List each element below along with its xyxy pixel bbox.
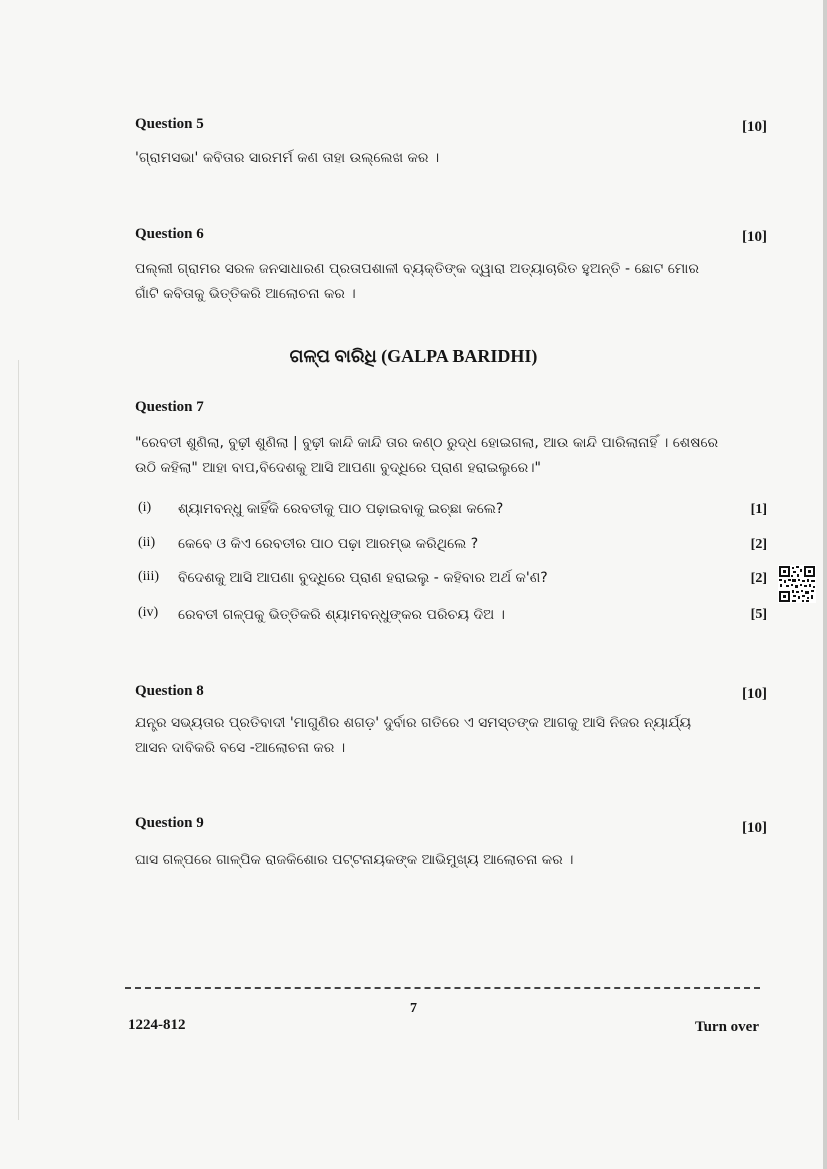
page-edge-right (823, 0, 827, 1169)
question-7-sub-2-text: କେବେ ଓ କିଏ ରେବତୀର ପାଠ ପଢ଼ା ଆରମ୍ଭ କରିଥିଲେ ? (178, 536, 479, 552)
question-7-sub-4-text: ରେବତୀ ଗଳ୍ପକୁ ଭିତ୍ତିକରି ଶ୍ୟାମବନ୍ଧୁଙ୍କର ପରିଚୟ ଦିଅ । (178, 607, 505, 623)
question-6-text: ପଲ୍ଲୀ ଗ୍ରାମର ସରଳ ଜନସାଧାରଣ ପ୍ରତାପଶାଳୀ ବ୍ୟକ୍ତିଙ୍କ ଦ୍ୱାରା ଅତ୍ୟାଚାରିତ ହୁଅନ୍ତି - ଛୋଟ ମୋର ଗାଁଟି କବିତାକୁ ଭିତ୍ତିକରି ଆଲୋଚନା କର । (135, 261, 699, 302)
question-7-label: Question 7 (135, 399, 204, 415)
question-8-marks: [10] (742, 686, 767, 702)
question-9-label: Question 9 (135, 815, 204, 831)
question-7-sub-3-marks: [2] (750, 571, 767, 586)
question-5-marks: [10] (742, 119, 767, 135)
question-7-passage: "ରେବତୀ ଶୁଣିଲା, ବୁଢ଼ୀ ଶୁଣିଲା | ବୁଢ଼ୀ କାନ୍ଦି କାନ୍ଦି ତାର କଣ୍ଠ ରୁଦ୍ଧ ହୋଇଗଲା, ଆଉ କାନ୍ଦି ପାରିଲାନାହିଁ । ଶେଷରେ ଉଠି କହିଲା" ଆହା ବାପ,ବିଦେଶକୁ ଆସି ଆପଣା ବୁଦ୍ଧିରେ ପ୍ରାଣ ହରାଇଲୁରେ।" (135, 435, 719, 476)
question-5-text: 'ଗ୍ରାମସଭା' କବିତାର ସାରମର୍ମ କଣ ତାହା ଉଲ୍ଲେଖ କର । (135, 150, 440, 166)
turn-over-label: Turn over (694, 1019, 759, 1035)
question-7-sub-1-num: (i) (138, 500, 152, 515)
question-7-sub-1-text: ଶ୍ୟାମବନ୍ଧୁ କାହିଁକି ରେବତୀକୁ ପାଠ ପଢ଼ାଇବାକୁ ଇଚ୍ଛା କଲେ? (178, 501, 504, 517)
question-7-sub-4-marks: [5] (750, 607, 767, 622)
question-7-sub-2-marks: [2] (750, 537, 767, 552)
section-title: ଗଳ୍ପ ବାରିଧି (GALPA BARIDHI) (289, 346, 538, 366)
question-7-sub-3-num: (iii) (138, 569, 159, 584)
question-8-label: Question 8 (135, 683, 204, 699)
question-7-sub-3-text: ବିଦେଶକୁ ଆସି ଆପଣା ବୁଦ୍ଧିରେ ପ୍ରାଣ ହରାଇଲୁ - କହିବାର ଅର୍ଥ କ'ଣ? (178, 570, 548, 586)
question-7-sub-4-num: (iv) (138, 605, 159, 620)
footer-divider (125, 987, 760, 989)
question-6-marks: [10] (742, 229, 767, 245)
question-8-text: ଯନ୍ତ୍ର ସଭ୍ୟତାର ପ୍ରତିବାଦୀ 'ମାଗୁଣିର ଶଗଡ଼' ଦୁର୍ବାର ଗତିରେ ଏ ସମସ୍ତଙ୍କ ଆଗକୁ ଆସି ନିଜର ନ୍ୟାର୍ଯ୍ୟ ଆସନ ଦାବିକରି ବସେ -ଆଲୋଚନା କର । (135, 715, 692, 756)
paper-code: 1224-812 (128, 1017, 186, 1033)
qr-code-icon (778, 565, 816, 603)
page-number: 7 (410, 1001, 417, 1016)
question-5-label: Question 5 (135, 116, 204, 132)
question-9-marks: [10] (742, 820, 767, 836)
question-7-sub-1-marks: [1] (750, 502, 767, 517)
question-7-sub-2-num: (ii) (138, 535, 156, 550)
question-9-text: ଘାସ ଗଳ୍ପରେ ଗାଳ୍ପିକ ରାଜକିଶୋର ପଟ୍ଟନାୟକଙ୍କ ଆଭିମୁଖ୍ୟ ଆଲୋଚନା କର । (135, 852, 574, 868)
question-6-label: Question 6 (135, 226, 204, 242)
